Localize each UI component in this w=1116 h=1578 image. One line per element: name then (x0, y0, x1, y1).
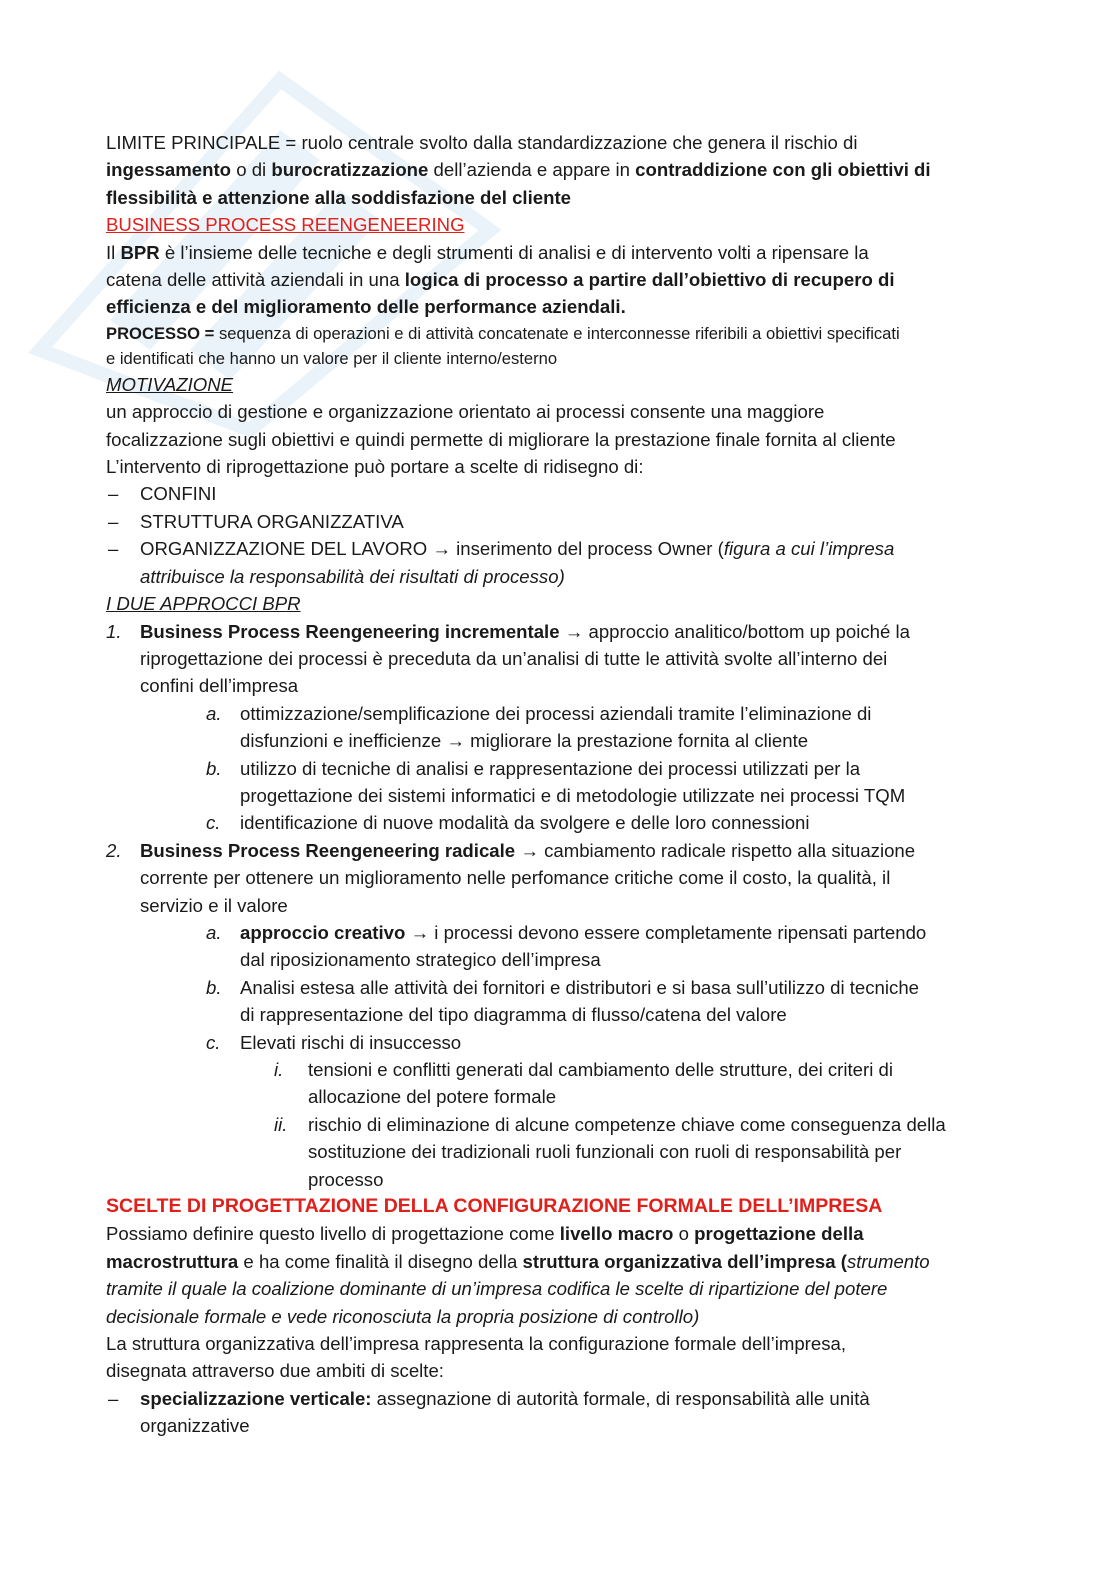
scelte-line-5: La struttura organizzativa dell’impresa rappresenta la configurazione formale dell’impresa, (106, 1333, 846, 1355)
sub-sub-item-ii: ii. rischio di eliminazione di alcune competenze chiave come conseguenza della (274, 1113, 946, 1135)
sub-item-1c: c. identificazione di nuove modalità da svolgere e delle loro connessioni (206, 812, 810, 834)
list-item-specializzazione: – specializzazione verticale: assegnazione di autorità formale, di responsabilità alle unità (108, 1387, 870, 1409)
processo-line-2: e identificati che hanno un valore per il cliente interno/esterno (106, 348, 558, 368)
motivazione-line-1: un approccio di gestione e organizzazione orientato ai processi consente una maggiore (106, 401, 825, 423)
numbered-item-2-cont2: servizio e il valore (140, 894, 288, 916)
numbered-item-1: 1. Business Process Reengeneering incrementale → approccio analitico/bottom up poiché la (106, 620, 910, 642)
arrow-icon: → (432, 538, 451, 560)
list-item-specializzazione-cont: organizzative (140, 1415, 250, 1437)
scelte-line-2: macrostruttura e ha come finalità il disegno della struttura organizzativa dell’impresa (strumento (106, 1250, 930, 1272)
motivazione-line-2: focalizzazione sugli obiettivi e quindi permette di migliorare la prestazione finale fornita al cliente (106, 428, 896, 450)
sub-item-2a: a. approccio creativo → i processi devono essere completamente ripensati partendo (206, 921, 927, 943)
motivazione-line-3: L’intervento di riprogettazione può portare a scelte di ridisegno di: (106, 456, 644, 478)
sub-item-2c: c. Elevati rischi di insuccesso (206, 1031, 462, 1053)
limite-line-1: LIMITE PRINCIPALE = ruolo centrale svolto dalla standardizzazione che genera il rischio di (106, 132, 858, 153)
arrow-icon: → (520, 839, 539, 861)
numbered-item-1-cont: riprogettazione dei processi è preceduta da un’analisi di tutte le attività svolte all’interno dei (140, 647, 888, 669)
heading-due-approcci: I DUE APPROCCI BPR (106, 593, 301, 615)
heading-motivazione: MOTIVAZIONE (106, 373, 234, 395)
sub-item-2b: b. Analisi estesa alle attività dei fornitori e distributori e si basa sull’utilizzo di tecniche (206, 976, 919, 998)
arrow-icon: → (564, 620, 584, 642)
numbered-item-2: 2. Business Process Reengeneering radicale → cambiamento radicale rispetto alla situazione (106, 839, 916, 861)
sub-sub-item-i: i. tensioni e conflitti generati dal cambiamento delle strutture, dei criteri di (274, 1059, 893, 1080)
document-body (106, 129, 1006, 1440)
sub-item-1b-cont: progettazione dei sistemi informatici e di metodologie utilizzate nei processi TQM (240, 784, 906, 806)
scelte-line-4: decisionale formale e vede riconosciuta la propria posizione di controllo) (106, 1305, 700, 1327)
arrow-icon: → (446, 730, 465, 752)
heading-bpr: BUSINESS PROCESS REENGENEERING (106, 214, 465, 236)
sub-sub-item-i-cont: allocazione del potere formale (308, 1086, 557, 1108)
sub-item-1a-cont: disfunzioni e inefficienze → migliorare la prestazione fornita al cliente (240, 730, 809, 752)
bpr-line-2: catena delle attività aziendali in una logica di processo a partire dall’obiettivo di recupero di (106, 269, 895, 291)
numbered-item-1-cont2: confini dell’impresa (140, 675, 299, 697)
sub-item-1b: b. utilizzo di tecniche di analisi e rappresentazione dei processi utilizzati per la (206, 757, 861, 779)
numbered-item-2-cont: corrente per ottenere un miglioramento nelle perfomance critiche come il costo, la qualità, il (140, 867, 891, 889)
bpr-line-3: efficienza e del miglioramento delle performance aziendali. (106, 296, 626, 318)
limite-line-2: ingessamento o di burocratizzazione dell’azienda e appare in contraddizione con gli obiettivi di (106, 159, 931, 181)
list-item-struttura: – STRUTTURA ORGANIZZATIVA (108, 510, 404, 532)
list-item-organizzazione-cont: attribuisce la responsabilità dei risultati di processo) (140, 565, 565, 587)
limite-line-3: flessibilità e attenzione alla soddisfazione del cliente (106, 186, 571, 208)
scelte-line-6: disegnata attraverso due ambiti di scelte: (106, 1360, 444, 1382)
list-item-confini: – CONFINI (108, 483, 217, 505)
heading-scelte-progettazione: SCELTE DI PROGETTAZIONE DELLA CONFIGURAZIONE FORMALE DELL’IMPRESA (106, 1195, 883, 1218)
processo-line-1: PROCESSO = sequenza di operazioni e di attività concatenate e interconnesse riferibili a obiettivi specificati (106, 323, 900, 343)
list-item-organizzazione: – ORGANIZZAZIONE DEL LAVORO → inserimento del process Owner (figura a cui l’impresa (108, 538, 895, 560)
scelte-line-1: Possiamo definire questo livello di progettazione come livello macro o progettazione della (106, 1223, 864, 1245)
sub-item-2b-cont: di rappresentazione del tipo diagramma di flusso/catena del valore (240, 1004, 787, 1026)
arrow-icon: → (410, 921, 430, 943)
sub-sub-item-ii-cont2: processo (308, 1168, 384, 1190)
scelte-line-3: tramite il quale la coalizione dominante di un’impresa codifica le scelte di ripartizione del potere (106, 1278, 888, 1300)
bpr-line-1: Il BPR è l’insieme delle tecniche e degli strumenti di analisi e di intervento volti a ripensare la (106, 241, 869, 263)
sub-item-2a-cont: dal riposizionamento strategico dell’impresa (240, 949, 601, 971)
sub-sub-item-ii-cont: sostituzione dei tradizionali ruoli funzionali con ruoli di responsabilità per (308, 1141, 902, 1163)
sub-item-1a: a. ottimizzazione/semplificazione dei processi aziendali tramite l’eliminazione di (206, 702, 872, 724)
